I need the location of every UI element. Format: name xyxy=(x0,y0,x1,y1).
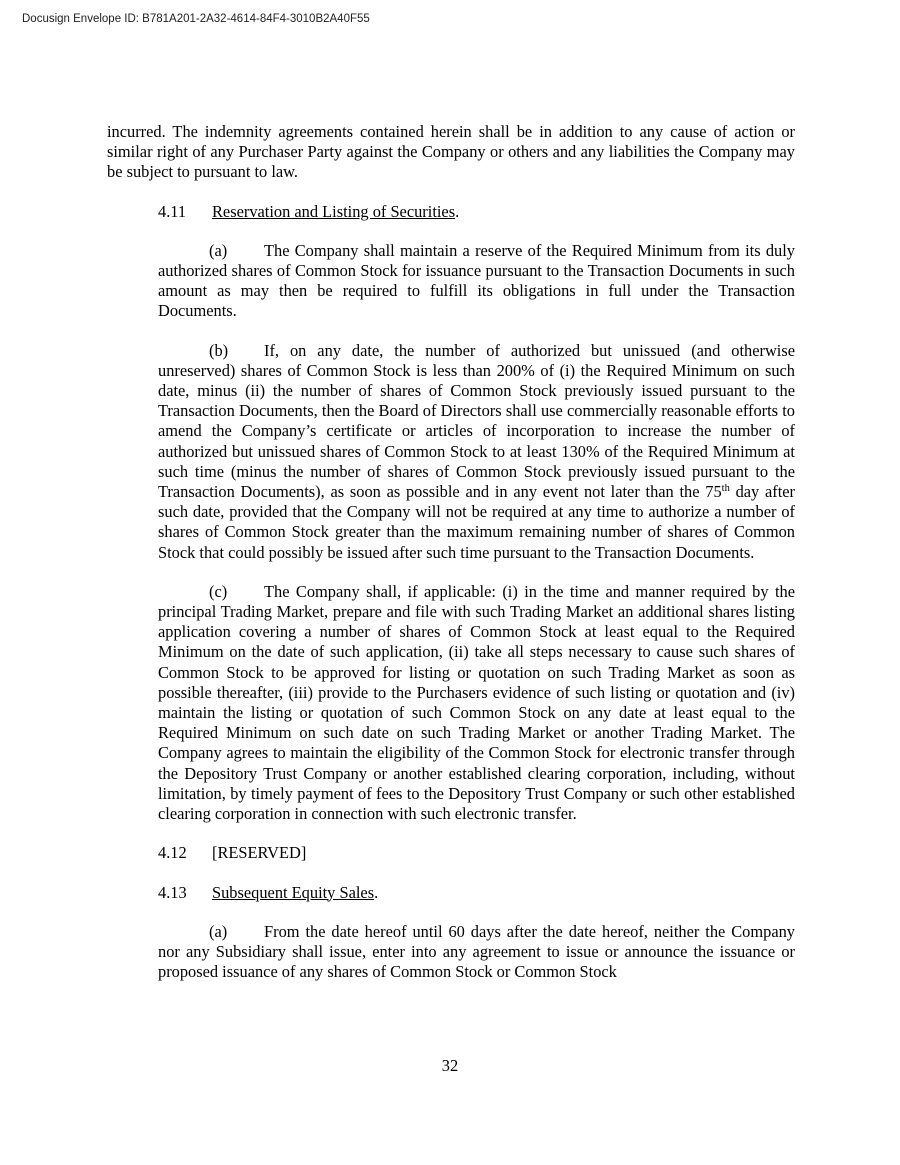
section-4-11-a xyxy=(158,241,795,322)
section-4-13-a-text: From the date hereof until 60 days after the date hereof, neither the Company nor any Subsidiary shall issue, enter into any agreement to issue or announce the issuance or proposed issuance of any shares of Common Stock or Common Stock xyxy=(158,921,795,982)
section-4-13-a-label: (a) xyxy=(209,921,228,941)
section-4-11-number: 4.11 xyxy=(158,201,187,221)
section-4-13-title: Subsequent Equity Sales xyxy=(212,882,375,902)
intro-paragraph: incurred. The indemnity agreements contained herein shall be in addition to any cause of action or similar right of any Purchaser Party against the Company or others and any liabilities the Company may be subject to pursuant to law. xyxy=(107,122,795,182)
section-4-11-c xyxy=(158,582,795,824)
section-4-11-b-label: (b) xyxy=(209,340,229,360)
page-number: 32 xyxy=(441,1056,459,1075)
section-4-12-title: [RESERVED] xyxy=(212,843,307,863)
section-4-11-c-text: The Company shall, if applicable: (i) in the time and manner required by the principal Trading Market, prepare and file with such Trading Market an additional shares listing application covering a number of shares of Common Stock at least equal to the Required Minimum on the date of such application, (ii) take all steps necessary to cause such shares of Common Stock to be approved for listing or quotation on such Trading Market as soon as possible thereafter, (iii) provide to the Purchasers evidence of such listing or quotation and (iv) maintain the listing or quotation of such Common Stock on any date at least equal to the Required Minimum on such date on such Trading Market or another Trading Market. The Company agrees to maintain the eligibility of the Common Stock for electronic transfer through the Depository Trust Company or another established clearing corporation, including, without limitation, by timely payment of fees to the Depository Trust Company or such other established clearing corporation in connection with such electronic transfer. xyxy=(158,581,795,824)
section-4-11-b xyxy=(158,341,795,563)
section-4-13-number: 4.13 xyxy=(158,882,187,902)
section-4-13-a xyxy=(158,922,795,983)
section-4-11-heading: 4.11 Reservation and Listing of Securities. xyxy=(158,201,460,221)
section-4-11-b-text-before: If, on any date, the number of authorized but unissued (and otherwise unreserved) shares of Common Stock is less than 200% of (i) the Required Minimum on such date, minus (ii) the number of shares of Common Stock previously issued pursuant to the Transaction Documents, then the Board of Directors shall use commercially reasonable efforts to amend the Company’s certificate or articles of incorporation to increase the number of authorized but unissued shares of Common Stock to at least 130% of the Required Minimum at such time (minus the number of shares of Common Stock previously issued pursuant to the Transaction Documents), as soon as possible and in any event not later than the 75 xyxy=(158,340,795,502)
section-4-11-a-label: (a) xyxy=(209,240,228,260)
section-4-11-a-text: The Company shall maintain a reserve of the Required Minimum from its duly authorized shares of Common Stock for issuance pursuant to the Transaction Documents in such amount as may then be required to fulfill its obligations in full under the Transaction Documents. xyxy=(158,240,795,321)
section-4-11-b-ordinal-suffix: th xyxy=(721,483,730,495)
section-4-11-b-text-after: day after such date, provided that the Company will not be required at any time to authorize a number of shares of Common Stock greater than the maximum remaining number of shares of Common Stock that could possibly be issued after such time pursuant to the Transaction Documents. xyxy=(158,482,795,562)
document-body xyxy=(107,122,795,982)
envelope-id: Docusign Envelope ID: B781A201-2A32-4614-84F4-3010B2A40F55 xyxy=(22,13,370,25)
section-4-13-heading: 4.13 Subsequent Equity Sales. xyxy=(158,882,379,902)
section-4-12-heading xyxy=(158,843,795,863)
section-4-11-title: Reservation and Listing of Securities xyxy=(212,201,456,221)
section-4-12-number: 4.12 xyxy=(158,843,187,863)
section-4-11-c-label: (c) xyxy=(209,581,228,601)
